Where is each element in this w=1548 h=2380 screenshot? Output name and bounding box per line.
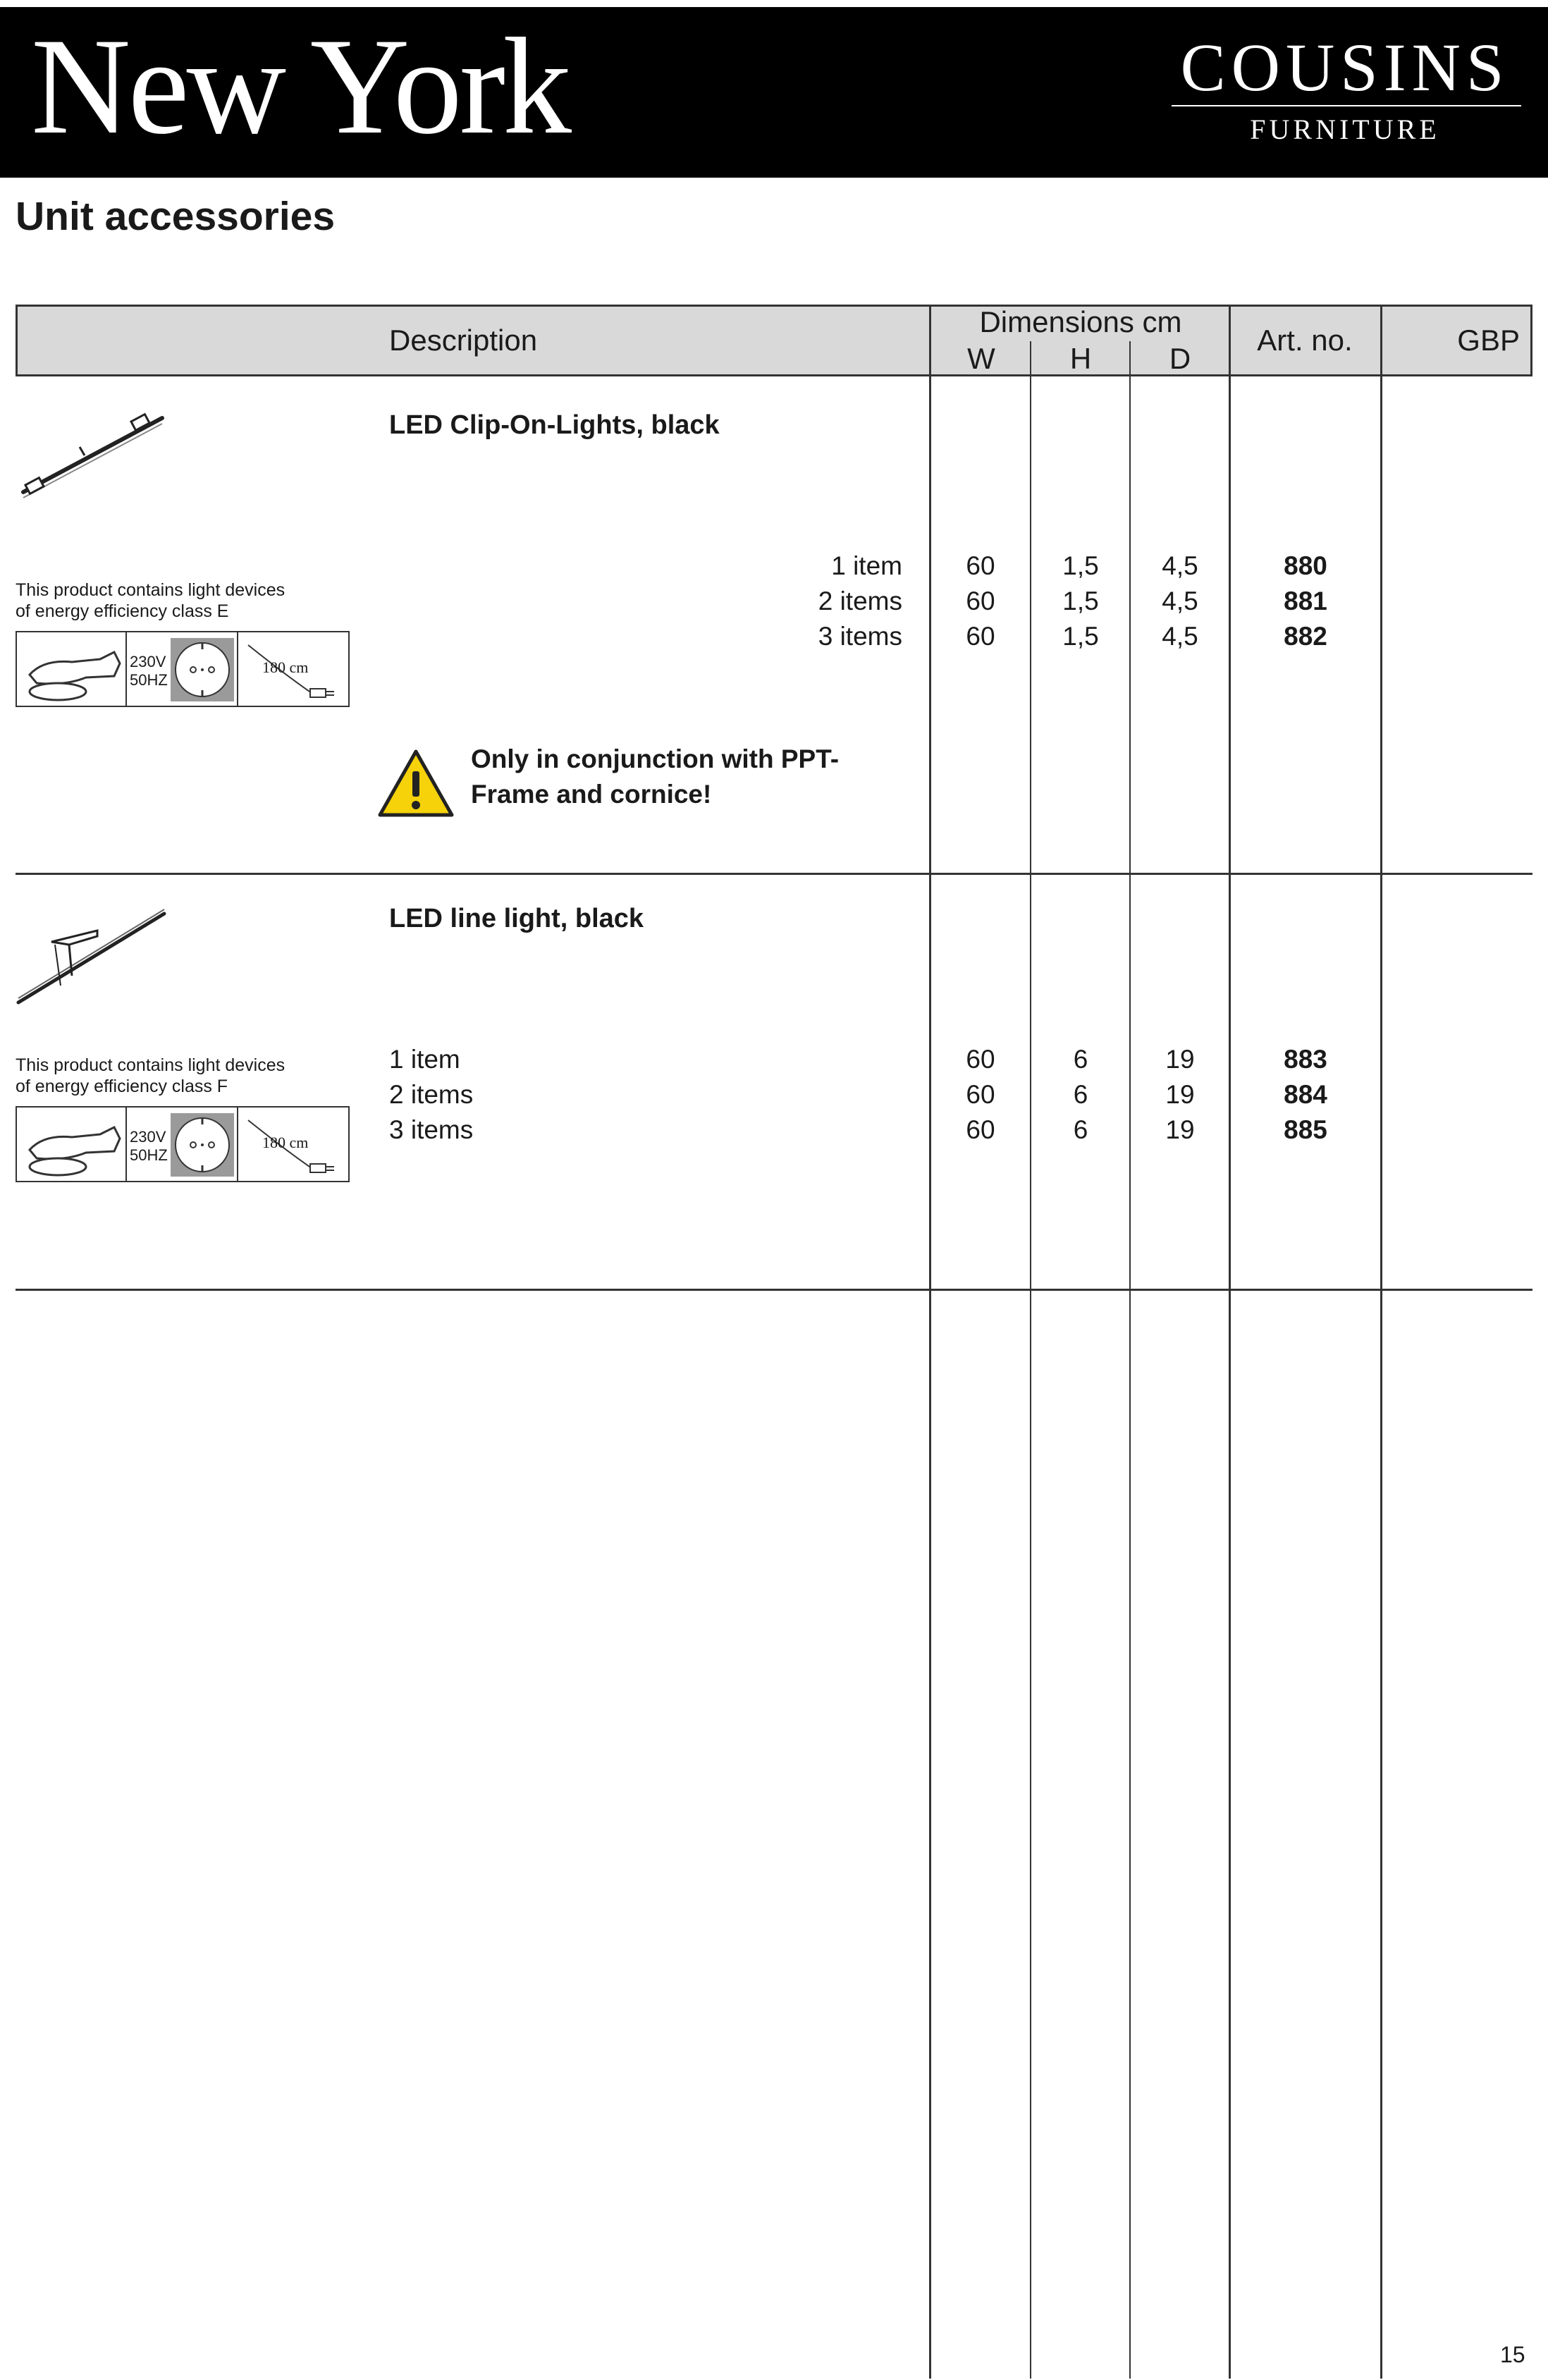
- art-no-cell: 884: [1284, 1080, 1327, 1109]
- qty-cell: 3 items: [818, 622, 902, 651]
- warning-text: [471, 742, 839, 812]
- h-cell: 6: [1073, 1115, 1088, 1144]
- d-cell: 4,5: [1162, 622, 1198, 651]
- badge-frequency: 50HZ: [130, 671, 168, 689]
- d-cell: 19: [1165, 1080, 1195, 1109]
- art-no-cell: 881: [1284, 587, 1327, 615]
- w-cell: 60: [966, 551, 995, 580]
- energy-class-note: This product contains light devices: [16, 580, 285, 600]
- brand-logo-name: COUSINS: [1180, 30, 1510, 105]
- column-divider: [1380, 305, 1382, 2379]
- page-number: 15: [1500, 2342, 1525, 2367]
- w-cell: 60: [966, 1115, 995, 1144]
- qty-cell: 1 item: [389, 1045, 460, 1074]
- badge-frequency: 50HZ: [130, 1146, 168, 1164]
- header-art-no: Art. no.: [1257, 324, 1353, 357]
- clip-on-light-illustration: [13, 407, 168, 506]
- art-no-cell: 883: [1284, 1045, 1327, 1074]
- energy-class-note: of energy efficiency class E: [16, 601, 229, 621]
- h-cell: 6: [1073, 1080, 1088, 1109]
- h-cell: 1,5: [1062, 622, 1099, 651]
- header-h: H: [1069, 342, 1092, 375]
- d-cell: 19: [1165, 1115, 1195, 1144]
- w-cell: 60: [966, 1045, 995, 1074]
- h-cell: 1,5: [1062, 551, 1099, 580]
- section-title: Unit accessories: [16, 194, 336, 239]
- header-description: Description: [389, 324, 538, 357]
- h-cell: 6: [1073, 1045, 1088, 1074]
- d-cell: 19: [1165, 1045, 1195, 1074]
- badge-voltage: 230V: [130, 653, 166, 670]
- badge-cable-length: 180 cm: [262, 658, 309, 676]
- qty-cell: 2 items: [818, 587, 902, 615]
- qty-cell: 3 items: [389, 1115, 474, 1144]
- line-light-illustration: [13, 902, 168, 1008]
- art-no-cell: 882: [1284, 622, 1327, 651]
- product-title: LED line light, black: [389, 904, 644, 933]
- brand-logo-rule: [1172, 105, 1521, 106]
- row-divider: [16, 1289, 1532, 1291]
- badge-voltage: 230V: [130, 1128, 166, 1146]
- header-w: W: [967, 342, 995, 375]
- d-cell: 4,5: [1162, 551, 1198, 580]
- art-no-cell: 885: [1284, 1115, 1327, 1144]
- qty-cell: 1 item: [831, 551, 902, 580]
- warning-line: Only in conjunction with PPT-: [471, 744, 840, 773]
- w-cell: 60: [966, 587, 995, 615]
- badge-cable-length: 180 cm: [262, 1134, 309, 1151]
- qty-cell: 2 items: [389, 1080, 474, 1109]
- w-cell: 60: [966, 622, 995, 651]
- catalogue-title: New York: [31, 10, 570, 163]
- energy-class-note: of energy efficiency class F: [16, 1076, 228, 1096]
- warning-line: Frame and cornice!: [471, 780, 712, 809]
- product-title: LED Clip-On-Lights, black: [389, 410, 720, 440]
- warning-icon: [377, 749, 455, 818]
- header-price: GBP: [1457, 324, 1520, 357]
- row-divider: [16, 873, 1532, 875]
- header-d: D: [1169, 342, 1191, 375]
- w-cell: 60: [966, 1080, 995, 1109]
- d-cell: 4,5: [1162, 587, 1198, 615]
- h-cell: 1,5: [1062, 587, 1099, 615]
- brand-logo-subtitle: FURNITURE: [1250, 114, 1440, 145]
- energy-class-note: This product contains light devices: [16, 1055, 285, 1075]
- art-no-cell: 880: [1284, 551, 1327, 580]
- header-dimensions: Dimensions cm: [979, 305, 1182, 338]
